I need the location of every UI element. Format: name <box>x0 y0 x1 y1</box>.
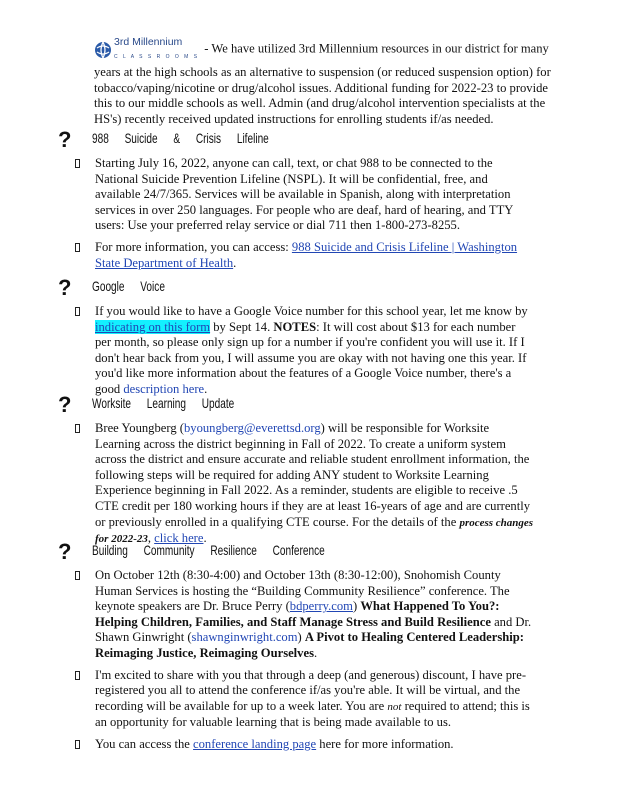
intro-text: - We have utilized 3rd Millennium resources in our district for many years at the high schools as an alternative to suspension (or reduced suspension option) for tobacco/vaping/nicotine or drug/alcohol issues. Additional funding for 2022-23 to provide this to our middle schools as well. Admin (and drug/alcohol intervention specialists at the HS's) recently received updated instructions for enrolling students if/as needed. <box>94 41 551 126</box>
bullet-icon <box>75 307 80 316</box>
shawnginwright-link[interactable]: shawnginwright.com <box>191 630 298 645</box>
logo-text: 3rd Millennium <box>114 36 183 48</box>
bullet-icon <box>75 671 80 680</box>
section-community-resilience <box>0 540 618 759</box>
item-text-mid3: ) <box>297 630 305 645</box>
item-text: For more information, you can access: <box>95 239 292 254</box>
question-mark-icon: ? <box>58 392 72 417</box>
item-text-end: . <box>203 531 207 546</box>
not-emphasis: not <box>387 700 402 713</box>
item-text-mid: by Sept 14. <box>210 319 274 334</box>
item-text: Starting July 16, 2022, anyone can call, text, or chat 988 to be connected to the National Suicide Prevention Lifeline (NSPL). It will be confidential, free, and available 24/7/365. Services will be available in Spanish, along with interpretation services in over 250 languages. For people who are deaf, hard of hearing, and TTY users: Use your preferred relay service or dial 711 then 1-800-273-8255. <box>95 156 513 233</box>
bdperry-link[interactable]: bdperry.com <box>289 599 353 614</box>
logo-subtext: C L A S S R O O M S <box>114 53 200 60</box>
item-text-post: ) will be responsible for Worksite Learning across the district beginning in Fall of 2022. To create a uniform system across the district and ensure accurate and reliable student enrollment information, the following steps will be required for adding ANY student to Worksite Learning Experience beginning in Fall 2022. As a reminder, students are eligible to receive .5 CTE credit per 180 working hours if they are at least 16-years of age and are currently or previously enrolled in a qualifying CTE course. For the details of the <box>95 421 531 529</box>
section-988-lifeline <box>0 128 618 277</box>
click-here-link[interactable]: click here <box>154 531 204 546</box>
notes-label: NOTES <box>273 319 317 334</box>
ginwright-talk-title: A Pivot to Healing Centered Leadership: Reimaging Justice, Reimaging Ourselves <box>95 630 524 660</box>
bullet-icon <box>75 424 80 433</box>
section-title: 988 Suicide & Crisis Lifeline <box>92 130 269 146</box>
conference-landing-page-link[interactable]: conference landing page <box>193 736 317 751</box>
list-item <box>0 568 618 662</box>
item-text-mid2: and Dr. Shawn Ginwright ( <box>95 614 532 645</box>
section-title: Building Community Resilience Conference <box>92 542 325 558</box>
3rd-millennium-logo <box>94 34 199 65</box>
question-mark-icon: ? <box>58 127 72 152</box>
bullet-icon <box>75 243 80 252</box>
question-mark-icon: ? <box>58 539 72 564</box>
item-text: Bree Youngberg ( <box>95 421 184 435</box>
item-text-post: required to attend; this is an opportunity for valuable learning that is being made available to us. <box>95 698 530 730</box>
list-item <box>0 304 618 398</box>
google-voice-form-link[interactable]: indicating on this form <box>95 319 211 334</box>
item-text-mid: , <box>147 531 155 546</box>
perry-talk-title: What Happened To You?: Helping Children, Families, and Staff Manage Stress and Build Resilience <box>95 599 500 629</box>
item-text: If you would like to have a Google Voice number for this school year, let me know by <box>95 304 528 318</box>
question-mark-icon: ? <box>58 275 72 300</box>
item-text-post: : It will cost about $13 for each number per month, so please only sign up for a number if you're confident you will use it. If I don't hear back from you, I will assume you are okay with not having one this year. If you'd like more information about the features of a Google Voice number, there's a good <box>95 319 527 396</box>
list-item <box>0 240 618 271</box>
globe-icon <box>94 41 112 59</box>
item-text-end: . <box>313 645 318 660</box>
section-worksite-learning <box>0 393 618 554</box>
description-link[interactable]: description here <box>123 381 205 396</box>
section-title: Google Voice <box>92 278 165 294</box>
list-item <box>0 156 618 234</box>
item-text: You can access the <box>95 736 194 751</box>
process-changes-text: process changes for 2022-23 <box>95 516 534 546</box>
item-text-end: . <box>233 255 237 270</box>
section-title: Worksite Learning Update <box>92 395 235 411</box>
bullet-icon <box>75 571 80 580</box>
bullet-icon <box>75 740 80 749</box>
list-item <box>0 737 618 753</box>
item-text-post: here for more information. <box>316 736 454 751</box>
item-text-end: . <box>204 381 208 396</box>
email-link[interactable]: byoungberg@everettsd.org <box>183 421 321 435</box>
bullet-icon <box>75 159 80 168</box>
item-text-mid: ) <box>352 599 361 614</box>
section-google-voice <box>0 276 618 404</box>
item-text: I'm excited to share with you that through a deep (and generous) discount, I have pre-registered you all to attend the conference if/as you're able. It will be virtual, and the recording will be available for up to a week later. You are <box>95 667 527 713</box>
item-text: On October 12th (8:30-4:00) and October 13th (8:30-12:00), Snohomish County Human Services is hosting the “Building Community Resilience” conference. The keynote speakers are Dr. Bruce Perry ( <box>95 568 510 614</box>
intro-paragraph <box>94 34 564 128</box>
list-item <box>0 421 618 548</box>
doh-988-link[interactable]: 988 Suicide and Crisis Lifeline | Washington State Department of Health <box>95 239 518 270</box>
list-item <box>0 668 618 731</box>
